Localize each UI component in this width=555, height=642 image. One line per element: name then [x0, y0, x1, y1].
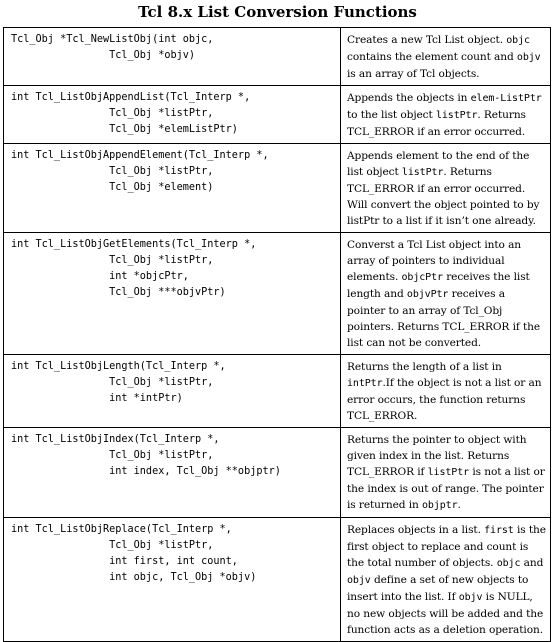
code-term: first [484, 525, 514, 536]
signature-cell [4, 144, 341, 233]
function-signature: int Tcl_ListObjAppendElement(Tcl_Interp *, Tcl_Obj *listPtr, Tcl_Obj *element) [11, 150, 269, 193]
code-term: listPtr [435, 110, 478, 121]
function-signature: Tcl_Obj *Tcl_NewListObj(int objc, Tcl_Obj *objv) [11, 34, 214, 61]
function-signature: int Tcl_ListObjAppendList(Tcl_Interp *, Tcl_Obj *listPtr, Tcl_Obj *elemListPtr) [11, 92, 251, 135]
code-term: objvPtr [406, 289, 449, 300]
description-text: Appends element to the end of the list object [347, 150, 530, 178]
function-description [347, 432, 546, 514]
function-description [347, 90, 546, 140]
function-signature: int Tcl_ListObjIndex(Tcl_Interp *, Tcl_Obj *listPtr, int index, Tcl_Obj **objptr) [11, 434, 281, 477]
function-row [4, 518, 551, 642]
function-description [347, 32, 546, 82]
description-text: Returns the pointer to object with given index in the list. Returns TCL_ERROR if [347, 434, 527, 478]
description-cell [341, 28, 551, 86]
code-term: objv [347, 575, 371, 586]
function-description [347, 522, 546, 638]
code-term: listPtr [427, 467, 470, 478]
function-signature: int Tcl_ListObjLength(Tcl_Interp *, Tcl_Obj *listPtr, int *intPtr) [11, 361, 226, 404]
function-description [347, 359, 546, 424]
signature-cell [4, 518, 341, 642]
description-text: . Returns TCL_ERROR if an error occurred. Will convert the object pointed to by listPtr to a list if it isn’t one already. [347, 166, 540, 227]
function-description [347, 148, 546, 229]
code-term: objv [458, 592, 483, 603]
code-term: listPtr [401, 167, 444, 178]
description-text: . Returns TCL_ERROR if an error occurred. [347, 109, 526, 138]
description-text: Returns the length of a list in [347, 361, 502, 373]
description-cell [341, 144, 551, 233]
function-row [4, 86, 551, 144]
description-text: and [520, 557, 544, 569]
description-cell [341, 428, 551, 518]
signature-cell [4, 428, 341, 518]
description-text: is not a list or the index is out of range. The pointer is returned in [347, 466, 545, 511]
signature-cell [4, 28, 341, 86]
function-row [4, 233, 551, 355]
function-row [4, 144, 551, 233]
description-text: contains the element count and [347, 51, 517, 63]
description-text: Appends the objects in [347, 92, 471, 104]
description-text: receives a pointer to an array of Tcl_Obj pointers. Returns TCL_ERROR if the list can not be converted. [347, 288, 540, 349]
function-table-body [4, 28, 551, 642]
function-row [4, 428, 551, 518]
description-text: Converst a Tcl List object into an array of pointers to individual elements. [347, 239, 522, 283]
code-term: objptr [422, 500, 458, 511]
function-signature: int Tcl_ListObjReplace(Tcl_Interp *, Tcl_Obj *listPtr, int first, int count, int objc, Tcl_Obj *objv) [11, 524, 257, 583]
code-term: objv [516, 52, 541, 63]
description-text: is the first object to replace and count is the total number of objects. [347, 524, 546, 569]
signature-cell [4, 86, 341, 144]
description-text: define a set of new objects to insert into the list. If [347, 574, 529, 603]
description-cell [341, 518, 551, 642]
description-text: . [457, 499, 461, 511]
description-cell [341, 233, 551, 355]
function-row [4, 355, 551, 428]
description-text: to the list object [347, 109, 436, 121]
function-description [347, 237, 546, 351]
function-signature: int Tcl_ListObjGetElements(Tcl_Interp *, Tcl_Obj *listPtr, int *objcPtr, Tcl_Obj ***objvPtr) [11, 239, 257, 298]
description-text: is an array of Tcl objects. [347, 68, 480, 80]
code-term: objc [506, 35, 530, 46]
signature-cell [4, 233, 341, 355]
description-cell [341, 86, 551, 144]
description-text: is NULL, no new objects will be added and the function acts as a deletion operation. [347, 591, 544, 636]
description-cell [341, 355, 551, 428]
description-text: Creates a new Tcl List object. [347, 34, 507, 46]
description-text: .If the object is not a list or an error occurs, the function returns TCL_ERROR. [347, 377, 542, 422]
code-term: elem-ListPtr [470, 93, 542, 104]
function-row [4, 28, 551, 86]
page-title: Tcl 8.x List Conversion Functions [138, 3, 417, 21]
description-text: receives the list length and [347, 271, 530, 300]
function-table [3, 27, 551, 642]
code-term: intPtr [347, 378, 383, 389]
code-term: objc [496, 558, 521, 569]
code-term: objcPtr [401, 272, 443, 283]
description-text: Replaces objects in a list. [347, 524, 485, 536]
signature-cell [4, 355, 341, 428]
